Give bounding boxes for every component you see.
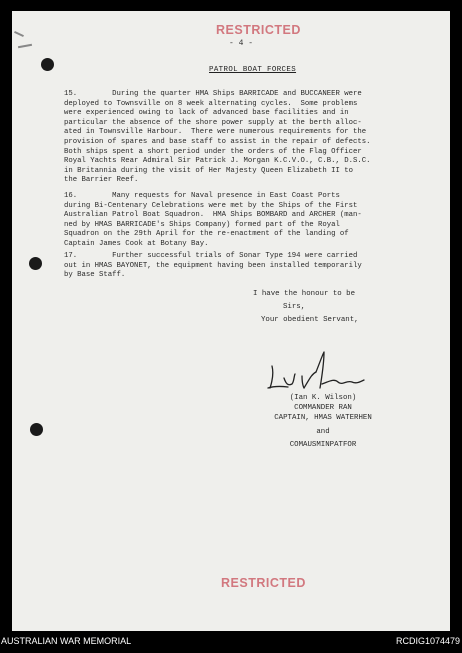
closing-line: Sirs, <box>283 303 306 311</box>
text-line: provision of spares and base staff to assist in the repair of defects. <box>64 137 371 146</box>
text-line: 16. Many requests for Naval presence in East Coast Ports <box>64 192 340 200</box>
paragraph-17 <box>64 252 362 281</box>
text-line: the Barrier Reef. <box>64 176 139 185</box>
staple-mark <box>14 31 24 37</box>
text-line: ned by HMAS BARRICADE's Ships Company) formed part of the Royal <box>64 220 340 229</box>
restricted-stamp-bottom: RESTRICTED <box>221 576 306 590</box>
text-line: Squadron on the 29th April for the re-enactment of the landing of <box>64 230 349 239</box>
signatory-title: COMAUSMINPATFOR <box>289 440 357 449</box>
closing-line: I have the honour to be <box>253 290 356 298</box>
text-line: out in HMAS BAYONET, the equipment having been installed temporarily <box>64 261 362 270</box>
closing-line: Your obedient Servant, <box>261 316 359 324</box>
text-line: Both ships spent a short period under the orders of the Flag Officer <box>64 147 362 156</box>
page-number: - 4 - <box>229 39 254 48</box>
section-heading: PATROL BOAT FORCES <box>209 66 297 74</box>
restricted-stamp-top: RESTRICTED <box>216 23 301 37</box>
text-line: were experienced owing to lack of advanced base facilities and in <box>64 109 349 118</box>
punch-hole <box>30 423 43 436</box>
paragraph-16 <box>64 192 362 250</box>
signatory-rank: COMMANDER RAN <box>294 404 352 413</box>
signatory-name: (Ian K. Wilson) <box>289 394 357 402</box>
punch-hole <box>41 58 54 71</box>
handwritten-signature <box>262 348 372 396</box>
text-line: particular the absence of the shore power supply at the berth alloc- <box>64 118 362 127</box>
text-line: Australian Patrol Boat Squadron. HMA Ships BOMBARD and ARCHER (man- <box>64 211 362 220</box>
text-line: Captain James Cook at Botany Bay. <box>64 239 209 248</box>
text-line: deployed to Townsville on 8 week alternating cycles. Some problems <box>64 99 358 108</box>
staple-mark <box>18 44 32 48</box>
signatory-conjunction: and <box>316 427 330 436</box>
text-line: by Base Staff. <box>64 271 126 280</box>
text-line: Royal Yachts Rear Admiral Sir Patrick J. Morgan K.C.V.O., C.B., D.S.C. <box>64 157 371 166</box>
punch-hole <box>29 257 42 270</box>
closing-salutation <box>253 288 359 327</box>
text-line: 17. Further successful trials of Sonar Type 194 were carried <box>64 252 358 260</box>
text-line: ated in Townsville Harbour. There were numerous requirements for the <box>64 128 367 137</box>
footer-institution: AUSTRALIAN WAR MEMORIAL <box>1 636 132 646</box>
signature-block <box>262 393 384 450</box>
text-line: during Bi-Centenary Celebrations were met by the Ships of the First <box>64 201 358 210</box>
text-line: in Britannia during the visit of Her Majesty Queen Elizabeth II to <box>64 166 354 175</box>
footer-record-id: RCDIG1074479 <box>395 636 460 646</box>
signatory-appointment: CAPTAIN, HMAS WATERHEN <box>274 414 372 423</box>
text-line: 15. During the quarter HMA Ships BARRICADE and BUCCANEER were <box>64 90 362 98</box>
paragraph-15 <box>64 90 371 186</box>
archive-footer <box>0 631 462 653</box>
